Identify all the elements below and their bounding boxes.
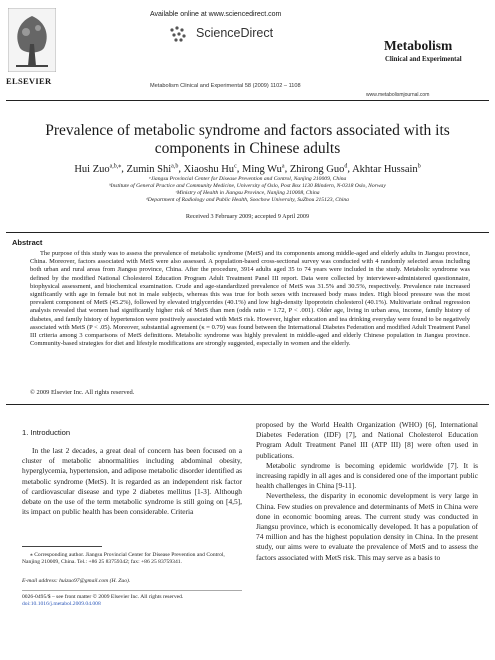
- author-email[interactable]: E-mail address: huizuo97@gmail.com (H. Zuo).: [22, 578, 131, 584]
- corresponding-author-note: ⁎ Corresponding author. Jiangsu Provincial Center for Disease Prevention and Control, Nanjing 210009, China. Tel.: +86 25 83759342; fax: +86 25 83759341.: [22, 552, 225, 566]
- footer-divider: [22, 590, 242, 591]
- paragraph: Metabolic syndrome is becoming epidemic worldwide [7]. It is increasing rapidly in all ages and is considered one of the important public health challenges in China [9-11].: [256, 460, 478, 491]
- author[interactable]: Akhtar Hussain$^b$: [352, 163, 421, 175]
- header-divider: [6, 100, 489, 101]
- journal-url[interactable]: www.metabolismjournal.com: [366, 92, 430, 98]
- abstract-body: The purpose of this study was to assess the prevalence of metabolic syndrome (MetS) and its components among middle-aged and elderly adults in Jiangsu province, China. Moreover, factors associated with MetS were also assessed. A population-based cross-sectional survey was conducted with 4 randomly selected areas including both urban and rural areas from Jiangsu province, China. After the procedure, 3914 adults aged 35 to 74 years were included in the study. Metabolic syndrome was defined by the modified National Cholesterol Education Program Adult Treatment Panel III report. Data were collected by interviewer-administered questionnaire, biophysical assessment, and biochemical examination. Crude and age-standardized prevalence of MetS was 31.5% and 30.5%, respectively. Prevalence rate increased significantly with age in female but not in male subjects, whereas this was true for both sexes with increased body mass index. High blood pressure was the most prevalent component of MetS (45.2%), followed by elevated triglycerides (40.1%) and low high-density lipoprotein cholesterol (40.1%). Multivariate ordinal regression analysis revealed that women had significantly higher risk of MetS than men (odds ratio = 1.72, P < .001). Older age, living in urban area, income, family history of diabetes, and family history of hypertension were positively associated with MetS risk. However, higher education and tea drinking everyday were found to be negatively associated with MetS (P < .05). Moreover, substantial agreement (κ = 0.79) was found between the International Diabetes Federation and modified Adult Treatment Panel III criteria among 3 comparisons of MetS definitions. Metabolic syndrome was highly prevalent in middle-aged and elderly Chinese population in Jiangsu province. Community-based strategies for diet and lifestyle modifications are strongly suggested, especially in women and the elderly.: [30, 250, 470, 348]
- affiliation: ᶜMinistry of Health in Jiangsu Province, Nanjing 210008, China: [175, 190, 320, 196]
- journal-title: Metabolism: [384, 38, 453, 53]
- affiliation: ᵃJiangsu Provincial Center for Disease Prevention and Control, Nanjing 210009, China: [148, 176, 347, 182]
- paragraph: Nevertheless, the disparity in economic development is very large in China. Few studies on prevalence and determinants of MetS in China were done in economic booming areas. The current study was conducted in Jiangsu province, which is economically developed. It has a population of 74 million and has the highest population density in China. In the present study, our aims were to evaluate the prevalence of MetS and to assess the factors associated with MetS risk. This may serve as a basis to: [256, 491, 478, 562]
- author[interactable]: Zumin Shi$^{a,b}$: [126, 163, 179, 175]
- available-online-text[interactable]: Available online at www.sciencedirect.com: [150, 11, 282, 18]
- author[interactable]: Zhirong Guo$^d$: [289, 163, 348, 175]
- abstract-heading: Abstract: [12, 238, 43, 247]
- author-list: Hui Zuo$^{a,b,⁎}$, Zumin Shi$^{a,b}$, Xiaoshu Hu$^c$, Ming Wu$^a$, Zhirong Guo$^d$, Akhtar Hussain$^b$: [74, 163, 421, 175]
- journal-citation: Metabolism Clinical and Experimental 58 (2009) 1102 – 1108: [150, 83, 301, 89]
- affiliation: ᵇInstitute of General Practice and Community Medicine, University of Oslo, Post Box 1130 Blindern, N-0318 Oslo, Norway: [109, 183, 386, 189]
- doi-link[interactable]: doi:10.1016/j.metabol.2009.04.008: [22, 601, 101, 608]
- received-dates: Received 3 February 2009; accepted 9 April 2009: [185, 213, 310, 220]
- paragraph: proposed by the World Health Organization (WHO) [6], International Diabetes Federation (IDF) [7], and National Cholesterol Education Program Adult Treatment Panel III (ATP III) [8] were often used in publications.: [256, 420, 478, 460]
- publisher-name: ELSEVIER: [6, 76, 52, 86]
- title-line-2: components in Chinese adults: [154, 140, 341, 157]
- intro-left-column: In the last 2 decades, a great deal of concern has been focused on a cluster of metabolic abnormalities including abdominal obesity, hyperglycemia, hypertension, and adipose metabolic disorder identified as metabolic syndrome (MetS). It is regarded as an independent risk factor of cardiovascular disease and type 2 diabetes mellitus [1-3]. Although debate on the use of the term metabolic syndrome is still going on [4,5], its impact on public health has been considerable. Criteria: [22, 446, 242, 517]
- author[interactable]: Xiaoshu Hu$^c$: [183, 163, 237, 175]
- journal-subtitle: Clinical and Experimental: [385, 56, 462, 63]
- author[interactable]: Hui Zuo$^{a,b,⁎}$: [74, 163, 122, 175]
- intro-right-column: [256, 420, 478, 563]
- elsevier-tree-logo: [8, 8, 56, 72]
- affiliation: ᵈDepartment of Radiology and Public Health, Soochow University, SuZhou 215123, China: [146, 197, 349, 203]
- title-line-1: Prevalence of metabolic syndrome and factors associated with its: [45, 122, 450, 139]
- issn-doi: [22, 594, 183, 608]
- sciencedirect-wordmark: ScienceDirect: [196, 26, 274, 40]
- section-heading-introduction: 1. Introduction: [22, 428, 71, 437]
- abstract-top-divider: [6, 232, 489, 233]
- article-title: [30, 122, 465, 158]
- issn-line: 0026-0495/$ – see front matter © 2009 Elsevier Inc. All rights reserved.: [22, 594, 184, 600]
- footnote-divider: [22, 546, 102, 547]
- abstract-bottom-divider: [6, 404, 489, 405]
- abstract-copyright: © 2009 Elsevier Inc. All rights reserved.: [30, 389, 135, 396]
- author[interactable]: Ming Wu$^a$: [241, 163, 285, 175]
